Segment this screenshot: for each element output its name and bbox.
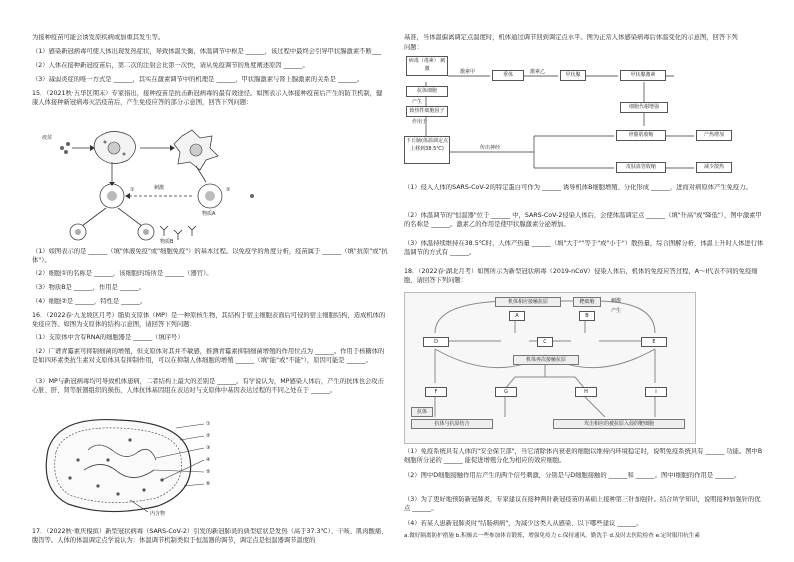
label-hormone-a: 激素甲: [460, 69, 476, 75]
label-hormone-b: 激素乙: [530, 69, 546, 75]
metabolism-box: 细胞代谢增强: [620, 102, 668, 113]
node-g: G: [495, 387, 517, 397]
label-stimulus: 刺激: [611, 298, 622, 304]
question-17-stem: 17．（2022秋·重庆模拟）新型冠状病毒（SARS-CoV-2）引发的新冠肺炎的典型症状是发热（高于37.3℃）、干咳、肌肉酸痛、腹泻等。人体的体温调定点学说认为：体温调节机制类似于恒温器的调节，调定点是恒温器调节温度的: [32, 528, 388, 544]
figure-16-mycoplasma: [38, 410, 248, 520]
q18-part2: （2）图中D细胞接触作用后产生的两个信号刺激，分别是与D细胞接触的 ______和 ______。图中I细胞的作用是 ______。: [404, 472, 741, 479]
antigen-recontact-box: 机体再次接触抗原: [513, 355, 579, 365]
text-line: 基准，当体温偏离调定点温度时，机体通过调节回到调定点水平。图为正常人体感染病毒后体温变化的示意图，回答下列: [404, 34, 738, 41]
antibody-box: 抗体: [411, 407, 433, 417]
q18-part1: （1）免疫系统具有人体的"安全保卫部"，当它清除体内衰老的细胞以维持内环境稳定时，说明免疫系统具有 ______ 功能。图中B细胞所分泌的 ______ 能促进增殖分化为相应的效应细胞。: [404, 448, 763, 464]
q18-part4: （4）若某人患新冠肺炎时"结肠病病"，为减少这类人从感染、以下哪些建议 ______。: [404, 520, 643, 527]
node-b: B: [579, 311, 595, 321]
label-part-1: ①: [206, 421, 211, 427]
q17-part2: （2）体温调节的"恒温器"位于 ______ 中，SARS-CoV-2侵染人体后，会使体温调定点 ______（填"升高"或"降低"），图中激素甲的名称是 ______。激素乙的作用是使甲状腺激素分泌增加。: [404, 212, 762, 228]
thyroxine-box: 甲状腺激素: [620, 70, 666, 81]
q18-part3: （3）为了更好地预防新冠肺炎，专家建议在接种两针新冠疫苗的基础上接种第三针加强针。结合所学知识，说明接种加强针的优点 ______。: [404, 496, 761, 512]
question-16-stem: 16．（2022春·九龙坡区月考）脂质支原体（MP）是一种原核生物，其结构于宿主细胞表面后可侵的宿主细胞结构，造成机体的免疫应答。如图为支原体的结构示意图，请回答下列问题：: [32, 312, 386, 328]
label-produce: 产生: [611, 308, 622, 314]
question-15-stem: 15．（2021秋·五华区期末）专家指出，接种疫苗是抗击新冠病毒的最有效途径。如图表示人体接种疫苗后产生的防卫机制，健康人体接种新冠病毒灭活疫苗后，产生免疫应答的部分示意图，回答下列问题：: [32, 90, 383, 106]
q17-part3: （3）体温持续维持在38.5℃时，人体产热量 ______（填"大于""等于"或"小于"）散热量，综合图解分析，体温上升时人体进行体温调节的方式有 ______。: [404, 240, 764, 256]
node-e: E: [641, 337, 667, 347]
figure-15-svg: [42, 126, 342, 246]
label-part-3: ③: [206, 445, 211, 451]
node-d: D: [423, 337, 449, 347]
q16-part2: （2）广谱青霉素可抑制细菌的增殖，但支原体对其并不敏感，推测青霉素抑制细菌增殖的作用位点为 ______。作用于核糖体的是如四环素类抗生素对支原体具有抑制作用，可以在抑制人体细胞的增殖 ______（填"能"或"不能"），原因可能是 ______。: [32, 348, 385, 364]
hypothalamus-box: 下丘脑(体温调定点上移到38.5℃): [404, 136, 450, 164]
label-part-5: ⑤: [206, 469, 211, 475]
q15-part3: （3）物质B是 ______，作用是 ______。: [32, 284, 146, 291]
label-substance-a: 物质A: [202, 211, 216, 217]
virus-box: 病毒（毒素） 刺激: [406, 56, 448, 76]
figure-18-immune-response: [404, 292, 696, 444]
label-efferent-nerve: 传出神经: [480, 145, 501, 151]
q15-part2: （2）细胞①的名称是 ______，该细胞的场所是 ______（器官）。: [32, 270, 213, 277]
q18-options: a.做好隔离防护措施 b.积极去一些参加体育锻炼，增强免疫力 c.保持通风，勤洗手 d.及时去医院检查 e.定时服用抗生素: [404, 533, 700, 539]
target-cell-box: 靶细胞: [573, 297, 601, 307]
label-vaccine: 疫苗: [42, 135, 53, 141]
text-line: （3）减弱炎症的唯一方式是 ______，其实在激素调节中的机理是 ______，甲状腺激素与肾上腺激素的关系是 ______。: [32, 76, 364, 83]
label-substance-b: 物质B: [160, 239, 174, 245]
label-produce: 产生: [412, 99, 423, 105]
body-cell-box: 抗体细胞: [406, 86, 448, 97]
node-h: H: [575, 387, 597, 397]
label-inclusions: 内含物: [150, 511, 166, 517]
heat-decrease-box: 减少散热: [696, 162, 732, 173]
pituitary-box: 垂体: [492, 70, 524, 81]
vessel-box: 皮肤血管收缩: [616, 162, 666, 173]
q16-part1: （1）支原体中含有RNA的细胞器是 ______（填序号）: [32, 334, 184, 341]
label-part-2: ②: [206, 433, 211, 439]
figure-15-immune-diagram: [42, 126, 342, 246]
attack-target-box: 攻击相应的被抗原入侵的靶细胞: [553, 419, 685, 429]
thyroid-box: 甲状腺: [560, 70, 586, 81]
figure-16-svg: [38, 410, 248, 520]
heat-increase-box: 产热增加: [696, 130, 732, 141]
node-f: F: [425, 387, 447, 397]
text-line: 问题：: [404, 44, 423, 51]
label-act-on: 作用于: [412, 119, 428, 125]
pyrogen-box: 致热性细胞因子: [406, 106, 448, 117]
node-i: I: [645, 387, 667, 397]
node-a: A: [509, 311, 525, 321]
label-part-6: ⑥: [206, 481, 211, 487]
q15-part4: （4）细胞②是 ______，特性是 ______。: [32, 298, 147, 305]
label-stimulation: 刺激: [154, 185, 165, 191]
label-cell-2: ②: [226, 187, 231, 193]
question-18-stem: 18．（2022春·湖北月考）如图所示为新型冠状病毒（2019-nCoV）侵染人体后，机体的免疫应答过程，A～I代表不同的免疫细胞，请回答下列问题：: [404, 268, 758, 284]
text-line: 为接种疫苗可能会诱发原疾病或加重其发生等。: [32, 34, 165, 41]
label-part-4: ④: [206, 457, 211, 463]
label-cell-1: ①: [130, 187, 135, 193]
text-line: （1）感染新冠病毒可使人体出现发热症状，导致体温失衡，体温调节中枢是 ______，该过程中最终会引导甲状腺激素不断___: [32, 48, 382, 55]
antibody-antigen-box: 抗体与抗原结合: [411, 419, 493, 429]
muscle-box: 骨骼肌收缩: [616, 130, 666, 141]
q17-part1: （1）侵入人体的SARS-CoV-2的特定蛋白可作为 ______ 诱导机体B细胞增殖、分化形成 ______，进而对病原体产生免疫力。: [404, 184, 752, 191]
node-c: C: [537, 337, 553, 347]
q16-part3: （3）MP与新冠病毒均可导致机体患病，二者结构上最大的差别是 ______。有学说认为，MP感染人体后，产生的抗体也会攻击心脏、肝、肾等脏器组织的损伤，人体抗体基因组在表达时与支原体中基因表达过程的不同之处在于 ______。: [32, 378, 384, 394]
figure-17-thermoregulation: [404, 56, 766, 178]
q15-part1: （1）如图表示的是 ______（填"体液免疫"或"细胞免疫"）的基本过程。以免疫学的角度分析，疫苗属于 ______（填"抗原"或"抗体"）。: [32, 248, 388, 264]
text-line: （2）人体在接种新冠疫苗后，第二次的注射会比第一次快，请从免疫调节的角度阐述原因 ______。: [32, 62, 309, 69]
antigen-contact-box: 机体相应接触抗原: [495, 297, 561, 307]
